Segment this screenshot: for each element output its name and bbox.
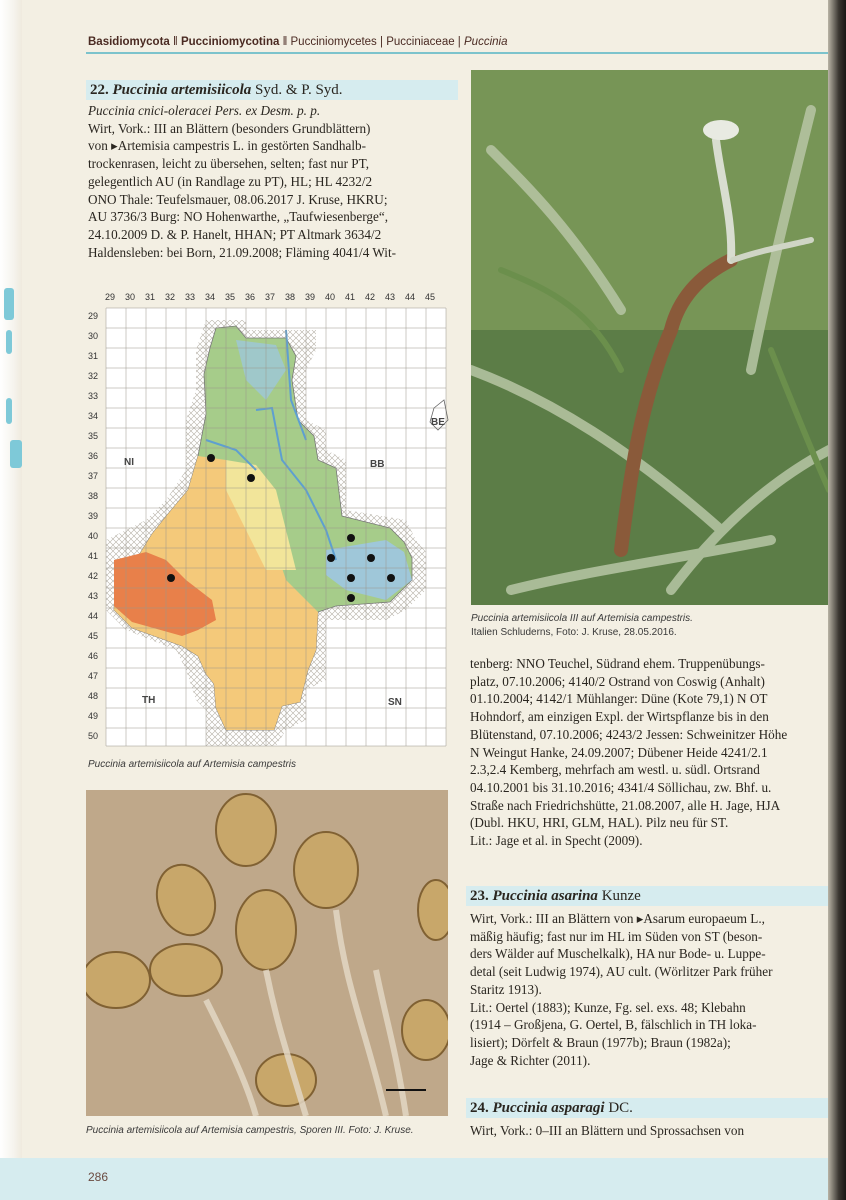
map-record-dot [247, 474, 255, 482]
map-row-label: 30 [87, 331, 98, 341]
text-line: tenberg: NNO Teuchel, Südrand ehem. Truppenübungs- [470, 656, 765, 671]
running-head-class: Pucciniomycetes [290, 36, 377, 48]
map-column-label: 41 [344, 292, 356, 302]
running-head-genus: Puccinia [464, 36, 508, 48]
spine-marker [10, 440, 22, 468]
text-line: ders Wälder auf Muschelkalk), HA nur Bode- u. Luppe- [470, 946, 766, 962]
plant-photo [471, 70, 829, 605]
plant-caption-line-2: Italien Schluderns, Foto: J. Kruse, 28.05.2016. [471, 627, 677, 638]
text-line: N Weingut Hanke, 24.09.2007; Dübener Heide 4241/2.1 [470, 744, 768, 760]
map-column-labels [105, 292, 435, 302]
page-spine [0, 0, 22, 1200]
map-label-ni: NI [124, 457, 134, 468]
section-number: 22. [90, 82, 109, 98]
map-column-label: 44 [404, 292, 416, 302]
text-line: Jage & Richter (2011). [470, 1052, 591, 1068]
map-label-sn: SN [388, 697, 402, 708]
text-line: lisiert); Dörfelt & Braun (1977b); Braun (1982a); [470, 1034, 731, 1050]
header-rule [86, 52, 846, 54]
text-line: Haldensleben: bei Born, 21.09.2008; Fläming 4041/4 Wit- [88, 244, 396, 260]
distribution-map [86, 290, 456, 752]
running-head-family: Pucciniaceae [386, 36, 455, 48]
map-caption: Puccinia artemisiicola auf Artemisia campestris [88, 759, 297, 770]
map-row-label: 50 [87, 731, 98, 741]
text-line: 04.10.2001 bis 31.10.2016; 4341/4 Söllichau, zw. Bhf. u. [470, 779, 772, 795]
map-column-label: 38 [284, 292, 296, 302]
map-column-label: 43 [384, 292, 396, 302]
map-row-label: 35 [87, 431, 98, 441]
plant-caption [471, 612, 693, 640]
page-footer-band [0, 1158, 846, 1200]
map-row-label: 39 [87, 511, 98, 521]
section-number: 23. [470, 888, 489, 904]
spine-marker [6, 398, 12, 424]
map-column-label: 45 [424, 292, 436, 302]
text-line: Staritz 1913). [470, 981, 542, 997]
text-line: gelegentlich AU (in Randlage zu PT), HL; HL 4232/2 [88, 173, 373, 189]
text-line: mäßig häufig; fast nur im HL im Süden von ST (beson- [470, 928, 763, 944]
map-label-bb: BB [370, 459, 385, 470]
species-author: Kunze [601, 888, 641, 904]
map-row-label: 41 [87, 551, 98, 561]
map-row-label: 49 [87, 711, 98, 721]
text-line: ONO Thale: Teufelsmauer, 08.06.2017 J. Kruse, HKRU; [88, 191, 388, 207]
text-line: trockenrasen, leicht zu übersehen, selten; fast nur PT, [88, 156, 369, 172]
map-column-label: 39 [304, 292, 316, 302]
map-record-dot [347, 534, 355, 542]
section-23-text [470, 910, 832, 1069]
spine-marker [6, 330, 12, 354]
section-22-continued [470, 655, 832, 850]
map-row-label: 29 [87, 311, 98, 321]
text-line: 24.10.2009 D. & P. Hanelt, HHAN; PT Altmark 3634/2 [88, 226, 382, 242]
map-row-label: 33 [87, 391, 98, 401]
text-line: Wirt, Vork.: III an Blättern (besonders Grundblättern) [88, 120, 371, 136]
section-24-heading [466, 1098, 836, 1118]
map-label-th: TH [142, 695, 156, 706]
spores-caption: Puccinia artemisiicola auf Artemisia campestris, Sporen III. Foto: J. Kruse. [86, 1125, 414, 1136]
map-row-label: 47 [87, 671, 98, 681]
map-column-label: 33 [184, 292, 196, 302]
map-row-label: 38 [87, 491, 98, 501]
map-record-dot [327, 554, 335, 562]
map-row-label: 34 [87, 411, 98, 421]
map-record-dot [167, 574, 175, 582]
text-line: platz, 07.10.2006; 4140/2 Ostrand von Coswig (Anhalt) [470, 673, 765, 689]
map-record-dot [207, 454, 215, 462]
text-line: (Dubl. HKU, HRI, GLM, HAL). Pilz neu für ST. [470, 815, 729, 831]
map-column-label: 42 [364, 292, 376, 302]
text-line: Lit.: Jage et al. in Specht (2009). [470, 833, 643, 849]
map-record-dot [367, 554, 375, 562]
text-line: Wirt, Vork.: III an Blättern von ▸Asarum europaeum L., [470, 911, 765, 926]
text-line: von ▸Artemisia campestris L. in gestörten Sandhalb- [88, 138, 366, 154]
map-row-label: 44 [87, 611, 98, 621]
map-row-label: 40 [87, 531, 98, 541]
species-author: DC. [608, 1100, 633, 1116]
species-author: Syd. & P. Syd. [255, 82, 343, 98]
map-column-label: 31 [144, 292, 156, 302]
map-row-label: 36 [87, 451, 98, 461]
text-line: 01.10.2004; 4142/1 Mühlanger: Düne (Kote 79,1) N OT [470, 691, 768, 707]
map-row-label: 32 [87, 371, 98, 381]
synonym-line: Puccinia cnici-oleracei Pers. ex Desm. p. p. [88, 103, 321, 118]
section-24-text [470, 1122, 832, 1140]
map-column-label: 37 [264, 292, 276, 302]
text-line: Wirt, Vork.: 0–III an Blättern und Sprossachsen von [470, 1123, 745, 1138]
map-record-dot [387, 574, 395, 582]
map-column-label: 35 [224, 292, 236, 302]
map-row-label: 42 [87, 571, 98, 581]
text-line: detal (seit Ludwig 1974), AU cult. (Wörlitzer Park früher [470, 964, 773, 980]
text-line: Straße nach Friedrichshütte, 21.08.2007, alle H. Jage, HJA [470, 797, 781, 813]
text-line: (1914 – Großjena, G. Oertel, B, fälschlich in TH loka- [470, 1017, 757, 1033]
section-22-heading [86, 80, 458, 100]
map-column-label: 32 [164, 292, 176, 302]
page-number: 286 [88, 1170, 109, 1184]
map-row-label: 43 [87, 591, 98, 601]
text-line: Blütenstand, 07.10.2006; 4243/2 Jessen: Schweinitzer Höhe [470, 726, 788, 742]
map-row-labels [88, 311, 98, 741]
running-head-division: Basidiomycota [88, 36, 170, 48]
running-head: Basidiomycota ‖ Pucciniomycotina ‖ Pucciniomycetes | Pucciniaceae | Puccinia [88, 36, 508, 48]
map-column-label: 34 [204, 292, 216, 302]
plant-caption-line-1: Puccinia artemisiicola III auf Artemisia campestris. [471, 613, 693, 624]
section-23-heading [466, 886, 836, 906]
map-row-label: 45 [87, 631, 98, 641]
section-number: 24. [470, 1100, 489, 1116]
map-column-label: 40 [324, 292, 336, 302]
species-name: Puccinia asparagi [492, 1100, 605, 1116]
map-record-dot [347, 574, 355, 582]
map-label-be: BE [431, 417, 445, 428]
section-22-text [88, 102, 454, 261]
text-line: 2.3,2.4 Kemberg, mehrfach am westl. u. südl. Ortsrand [470, 762, 760, 778]
spine-marker [4, 288, 14, 320]
map-column-label: 36 [244, 292, 256, 302]
page-edge-shadow [828, 0, 846, 1200]
spores-photo [86, 790, 448, 1116]
species-name: Puccinia asarina [492, 888, 598, 904]
map-column-label: 29 [104, 292, 116, 302]
text-line: Hohndorf, am einzigen Expl. der Wirtspflanze bis in den [470, 709, 769, 725]
map-column-label: 30 [124, 292, 136, 302]
map-row-label: 46 [87, 651, 98, 661]
text-line: AU 3736/3 Burg: NO Hohenwarthe, „Taufwiesenberge“, [88, 209, 388, 225]
running-head-subdivision: Pucciniomycotina [180, 36, 280, 48]
text-line: Lit.: Oertel (1883); Kunze, Fg. sel. exs. 48; Klebahn [470, 999, 746, 1015]
map-row-label: 31 [87, 351, 98, 361]
map-row-label: 48 [87, 691, 98, 701]
map-record-dot [347, 594, 355, 602]
species-name: Puccinia artemisiicola [112, 82, 252, 98]
map-row-label: 37 [87, 471, 98, 481]
